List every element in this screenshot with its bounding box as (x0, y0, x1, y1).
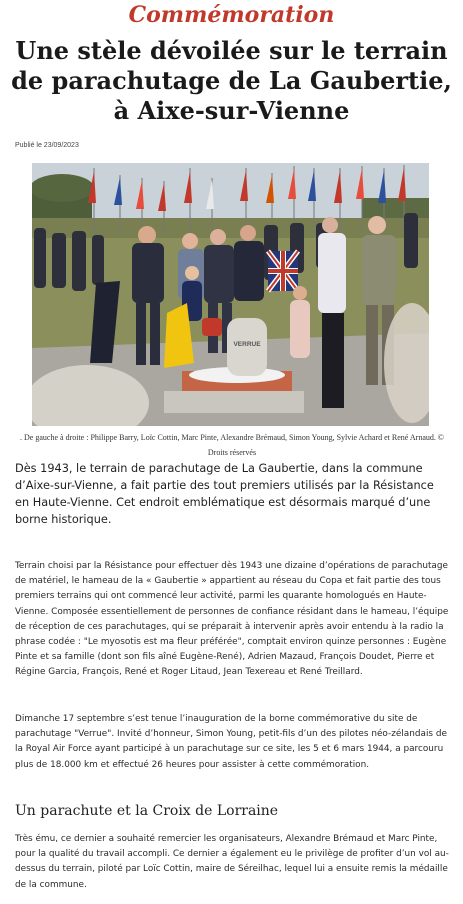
stone-inscription: VERRUE (233, 341, 261, 348)
body-paragraph: Terrain choisi par la Résistance pour effectuer dès 1943 une dizaine d’opérations de parachutage de matériel, le hameau de la « Gaubertie » appartient au réseau du Copa et fait partie des tous premiers terrains qui ont commencé leur activité, parmi les quarante homologués en Haute-Vienne. Composée essentiellement de personnes de confiance résidant dans le hameau, l’équipe de réception de ces parachutages, qui se préparait à intervenir après avoir entendu à la radio la phrase codée : "Le myosotis est ma fleur préférée", comptait environ quinze personnes : Eugène Pinte et sa famille (dont son fils aîné Eugène-René), Adrien Mazaud, François Doudet, Pierre et Régine Garcia, François, René et Roger Litaud, Jean Texereau et René Treillard. (15, 561, 449, 678)
photo-caption: . De gauche à droite : Philippe Barry, Loïc Cottin, Marc Pinte, Alexandre Brémaud, Simon Young, Sylvie Achard et René Arnaud. © Droits réservés (20, 433, 444, 457)
body-paragraph: Dimanche 17 septembre s’est tenue l’inauguration de la borne commémorative du site de parachutage "Verrue". Invité d’honneur, Simon Young, petit-fils d’un des pilotes néo-zélandais de la Royal Air Force ayant participé à un parachutage sur ce site, les 5 et 6 mars 1944, a parcouru plus de 18.000 km et effectué 26 heures pour assister à cette commémoration. (15, 714, 447, 770)
section-subheading: Un parachute et la Croix de Lorraine (15, 803, 279, 819)
publication-date: Publié le 23/09/2023 (15, 142, 79, 149)
article-lead: Dès 1943, le terrain de parachutage de La Gaubertie, dans la commune d’Aixe-sur-Vienne, a fait partie des tout premiers utilisés par la Résistance en Haute-Vienne. Cet endroit emblématique est désormais marqué d’une borne historique. (15, 462, 434, 526)
article-photo (32, 163, 429, 426)
ceremony-photo-illustration (32, 163, 429, 426)
article-title: Une stèle dévoilée sur le terrain de parachutage de La Gaubertie, à Aixe-sur-Vienne (11, 36, 452, 125)
body-paragraph: Très ému, ce dernier a souhaité remercier les organisateurs, Alexandre Brémaud et Marc Pinte, pour la qualité du travail accompli. Ce dernier a également eu le privilège de profiter d’un vol au-dessus du terrain, piloté par Loïc Cottin, maire de Séreilhac, lequel lui a ensuite remis la médaille de la commune. (15, 834, 449, 890)
rubric-label: Commémoration (128, 2, 335, 28)
